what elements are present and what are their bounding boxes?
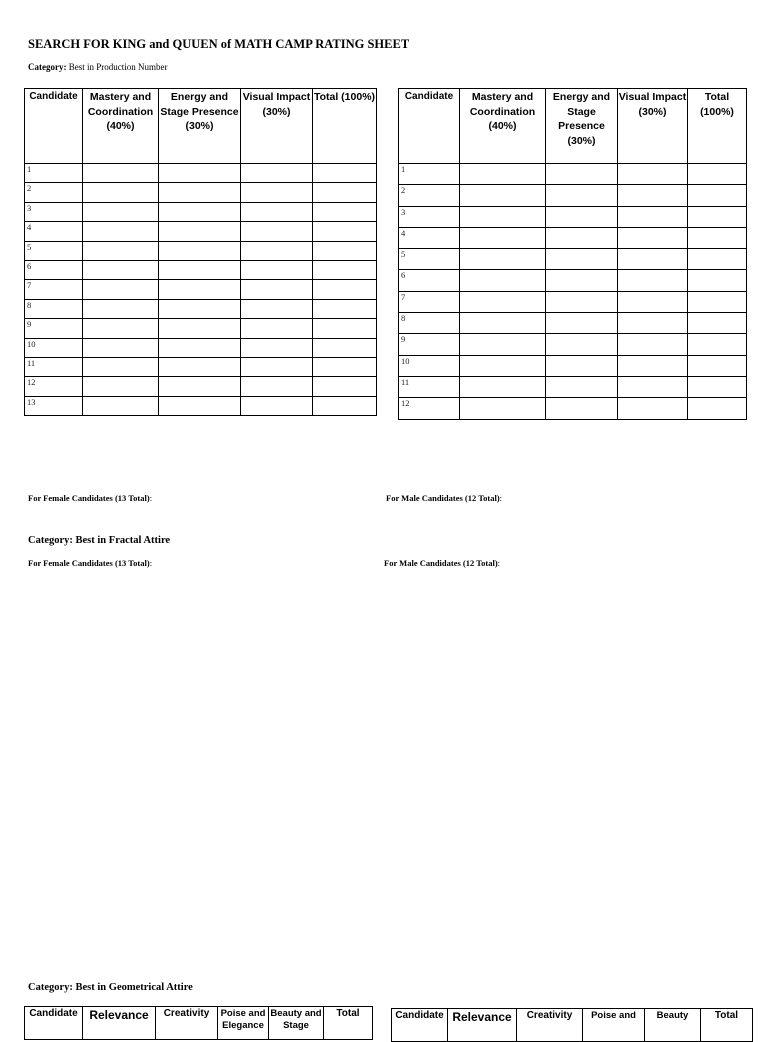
score-mastery-cell[interactable]	[83, 377, 159, 396]
male-production-rating-table	[398, 88, 747, 420]
score-visual-cell[interactable]	[618, 185, 688, 206]
candidate-number: 2	[399, 185, 460, 206]
score-total-cell[interactable]	[688, 185, 747, 206]
table-row	[399, 376, 747, 397]
candidate-number: 4	[25, 222, 83, 241]
header-total: Total	[701, 1009, 753, 1042]
score-visual-cell[interactable]	[241, 260, 313, 279]
header-energy-stage-presence: Energy and Stage Presence (30%)	[159, 89, 241, 164]
score-energy-cell[interactable]	[546, 398, 618, 419]
table-row	[399, 249, 747, 270]
page-title: SEARCH FOR KING and QUUEN of MATH CAMP RATING SHEET	[28, 37, 410, 51]
score-visual-cell[interactable]	[618, 355, 688, 376]
score-total-cell[interactable]	[313, 260, 377, 279]
score-energy-cell[interactable]	[159, 357, 241, 376]
score-mastery-cell[interactable]	[83, 222, 159, 241]
candidate-number: 1	[25, 164, 83, 183]
score-energy-cell[interactable]	[546, 227, 618, 248]
table-row	[399, 291, 747, 312]
header-visual-impact: Visual Impact (30%)	[241, 89, 313, 164]
candidate-number: 6	[25, 260, 83, 279]
score-mastery-cell[interactable]	[460, 270, 546, 291]
table-row	[25, 396, 377, 415]
score-visual-cell[interactable]	[618, 164, 688, 185]
score-visual-cell[interactable]	[618, 227, 688, 248]
score-energy-cell[interactable]	[159, 338, 241, 357]
score-visual-cell[interactable]	[241, 396, 313, 415]
header-creativity: Creativity	[517, 1009, 583, 1042]
score-visual-cell[interactable]	[241, 202, 313, 221]
header-mastery-coordination: Mastery and Coordination (40%)	[83, 89, 159, 164]
candidate-number: 9	[25, 319, 83, 338]
candidate-number: 3	[399, 206, 460, 227]
score-mastery-cell[interactable]	[460, 227, 546, 248]
score-energy-cell[interactable]	[159, 260, 241, 279]
candidate-number: 3	[25, 202, 83, 221]
header-relevance: Relevance	[448, 1009, 517, 1042]
table-row	[399, 164, 747, 185]
score-total-cell[interactable]	[313, 357, 377, 376]
score-total-cell[interactable]	[313, 183, 377, 202]
table-header-row	[25, 89, 377, 164]
score-total-cell[interactable]	[688, 249, 747, 270]
score-mastery-cell[interactable]	[460, 355, 546, 376]
score-energy-cell[interactable]	[159, 377, 241, 396]
score-mastery-cell[interactable]	[460, 206, 546, 227]
table-row	[25, 222, 377, 241]
score-visual-cell[interactable]	[618, 206, 688, 227]
score-total-cell[interactable]	[313, 280, 377, 299]
candidate-number: 7	[25, 280, 83, 299]
candidate-number: 4	[399, 227, 460, 248]
score-visual-cell[interactable]	[618, 376, 688, 397]
table-row	[25, 280, 377, 299]
score-total-cell[interactable]	[313, 319, 377, 338]
score-energy-cell[interactable]	[159, 280, 241, 299]
table-row	[25, 202, 377, 221]
header-candidate: Candidate	[25, 89, 83, 164]
header-poise-elegance: Poise and Elegance	[218, 1007, 269, 1040]
table-row	[25, 357, 377, 376]
female-geometrical-rating-table	[24, 1006, 373, 1040]
score-total-cell[interactable]	[688, 291, 747, 312]
score-total-cell[interactable]	[313, 396, 377, 415]
score-mastery-cell[interactable]	[460, 185, 546, 206]
candidate-number: 10	[25, 338, 83, 357]
score-total-cell[interactable]	[688, 227, 747, 248]
score-energy-cell[interactable]	[159, 396, 241, 415]
table-row	[399, 313, 747, 334]
score-energy-cell[interactable]	[546, 355, 618, 376]
score-total-cell[interactable]	[688, 376, 747, 397]
score-total-cell[interactable]	[313, 338, 377, 357]
candidate-number: 9	[399, 334, 460, 355]
score-total-cell[interactable]	[688, 334, 747, 355]
candidate-number: 7	[399, 291, 460, 312]
score-mastery-cell[interactable]	[460, 376, 546, 397]
table-row	[25, 319, 377, 338]
header-candidate: Candidate	[399, 89, 460, 164]
table-header-row	[399, 89, 747, 164]
score-mastery-cell[interactable]	[83, 183, 159, 202]
table-row	[25, 338, 377, 357]
score-energy-cell[interactable]	[546, 334, 618, 355]
score-total-cell[interactable]	[313, 241, 377, 260]
header-energy-stage-presence: Energy and Stage Presence (30%)	[546, 89, 618, 164]
table-row	[25, 241, 377, 260]
score-energy-cell[interactable]	[159, 299, 241, 318]
header-candidate: Candidate	[25, 1007, 83, 1040]
score-visual-cell[interactable]	[241, 164, 313, 183]
male-geometrical-rating-table	[391, 1008, 753, 1042]
score-visual-cell[interactable]	[241, 319, 313, 338]
candidate-number: 6	[399, 270, 460, 291]
score-visual-cell[interactable]	[618, 334, 688, 355]
score-mastery-cell[interactable]	[460, 334, 546, 355]
score-mastery-cell[interactable]	[83, 280, 159, 299]
score-visual-cell[interactable]	[241, 377, 313, 396]
header-visual-impact: Visual Impact (30%)	[618, 89, 688, 164]
score-total-cell[interactable]	[688, 164, 747, 185]
score-energy-cell[interactable]	[546, 206, 618, 227]
score-total-cell[interactable]	[313, 299, 377, 318]
score-total-cell[interactable]	[688, 206, 747, 227]
score-visual-cell[interactable]	[241, 299, 313, 318]
table-row	[399, 227, 747, 248]
header-total: Total (100%)	[688, 89, 747, 164]
score-energy-cell[interactable]	[159, 183, 241, 202]
candidate-number: 12	[399, 398, 460, 419]
header-beauty: Beauty	[645, 1009, 701, 1042]
table-row	[399, 270, 747, 291]
table-row	[399, 334, 747, 355]
score-energy-cell[interactable]	[159, 241, 241, 260]
table-row	[25, 299, 377, 318]
table-row	[399, 185, 747, 206]
candidate-number: 13	[25, 396, 83, 415]
score-mastery-cell[interactable]	[83, 164, 159, 183]
score-mastery-cell[interactable]	[83, 396, 159, 415]
category-label: Category:	[28, 62, 67, 72]
candidate-number: 5	[399, 249, 460, 270]
score-mastery-cell[interactable]	[83, 299, 159, 318]
table-header-row	[25, 1007, 373, 1040]
score-energy-cell[interactable]	[159, 319, 241, 338]
score-energy-cell[interactable]	[546, 313, 618, 334]
header-total: Total	[324, 1007, 373, 1040]
header-beauty-stage: Beauty and Stage	[269, 1007, 324, 1040]
score-total-cell[interactable]	[688, 398, 747, 419]
header-poise: Poise and	[583, 1009, 645, 1042]
table-row	[25, 183, 377, 202]
score-energy-cell[interactable]	[159, 222, 241, 241]
score-visual-cell[interactable]	[618, 270, 688, 291]
score-mastery-cell[interactable]	[460, 249, 546, 270]
score-mastery-cell[interactable]	[83, 202, 159, 221]
table-row	[25, 164, 377, 183]
table-row	[25, 377, 377, 396]
category-production-number	[28, 62, 167, 72]
score-visual-cell[interactable]	[241, 280, 313, 299]
score-mastery-cell[interactable]	[460, 164, 546, 185]
header-candidate: Candidate	[392, 1009, 448, 1042]
score-total-cell[interactable]	[313, 377, 377, 396]
category-value: Best in Production Number	[68, 62, 168, 72]
candidate-number: 11	[25, 357, 83, 376]
female-production-rating-table	[24, 88, 377, 416]
male-candidates-label: For Male Candidates (12 Total):	[386, 493, 503, 503]
candidate-number: 1	[399, 164, 460, 185]
female-candidates-label: For Female Candidates (13 Total):	[28, 558, 153, 568]
score-visual-cell[interactable]	[618, 249, 688, 270]
score-visual-cell[interactable]	[241, 357, 313, 376]
header-creativity: Creativity	[156, 1007, 218, 1040]
score-mastery-cell[interactable]	[460, 398, 546, 419]
score-visual-cell[interactable]	[618, 398, 688, 419]
score-total-cell[interactable]	[688, 313, 747, 334]
score-energy-cell[interactable]	[159, 202, 241, 221]
candidate-number: 8	[25, 299, 83, 318]
category-fractal-attire: Category: Best in Fractal Attire	[28, 535, 171, 546]
score-energy-cell[interactable]	[159, 164, 241, 183]
score-mastery-cell[interactable]	[83, 260, 159, 279]
score-energy-cell[interactable]	[546, 249, 618, 270]
score-visual-cell[interactable]	[241, 222, 313, 241]
score-energy-cell[interactable]	[546, 185, 618, 206]
score-mastery-cell[interactable]	[460, 291, 546, 312]
header-mastery-coordination: Mastery and Coordination (40%)	[460, 89, 546, 164]
score-visual-cell[interactable]	[241, 183, 313, 202]
score-mastery-cell[interactable]	[83, 241, 159, 260]
score-visual-cell[interactable]	[241, 241, 313, 260]
score-visual-cell[interactable]	[618, 313, 688, 334]
table-row	[399, 206, 747, 227]
candidate-number: 8	[399, 313, 460, 334]
score-energy-cell[interactable]	[546, 270, 618, 291]
candidate-number: 10	[399, 355, 460, 376]
table-header-row	[392, 1009, 753, 1042]
score-visual-cell[interactable]	[618, 291, 688, 312]
table-row	[399, 355, 747, 376]
candidate-number: 11	[399, 376, 460, 397]
category-geometrical-attire: Category: Best in Geometrical Attire	[28, 982, 193, 993]
score-energy-cell[interactable]	[546, 164, 618, 185]
header-relevance: Relevance	[83, 1007, 156, 1040]
male-candidates-label: For Male Candidates (12 Total):	[384, 558, 501, 568]
candidate-number: 2	[25, 183, 83, 202]
score-total-cell[interactable]	[688, 355, 747, 376]
score-total-cell[interactable]	[313, 222, 377, 241]
candidate-number: 12	[25, 377, 83, 396]
score-total-cell[interactable]	[688, 270, 747, 291]
table-row	[399, 398, 747, 419]
score-energy-cell[interactable]	[546, 376, 618, 397]
score-mastery-cell[interactable]	[83, 319, 159, 338]
score-total-cell[interactable]	[313, 202, 377, 221]
score-mastery-cell[interactable]	[83, 338, 159, 357]
score-visual-cell[interactable]	[241, 338, 313, 357]
score-mastery-cell[interactable]	[83, 357, 159, 376]
candidate-number: 5	[25, 241, 83, 260]
score-energy-cell[interactable]	[546, 291, 618, 312]
score-total-cell[interactable]	[313, 164, 377, 183]
header-total: Total (100%)	[313, 89, 377, 164]
table-row	[25, 260, 377, 279]
female-candidates-label: For Female Candidates (13 Total):	[28, 493, 153, 503]
score-mastery-cell[interactable]	[460, 313, 546, 334]
